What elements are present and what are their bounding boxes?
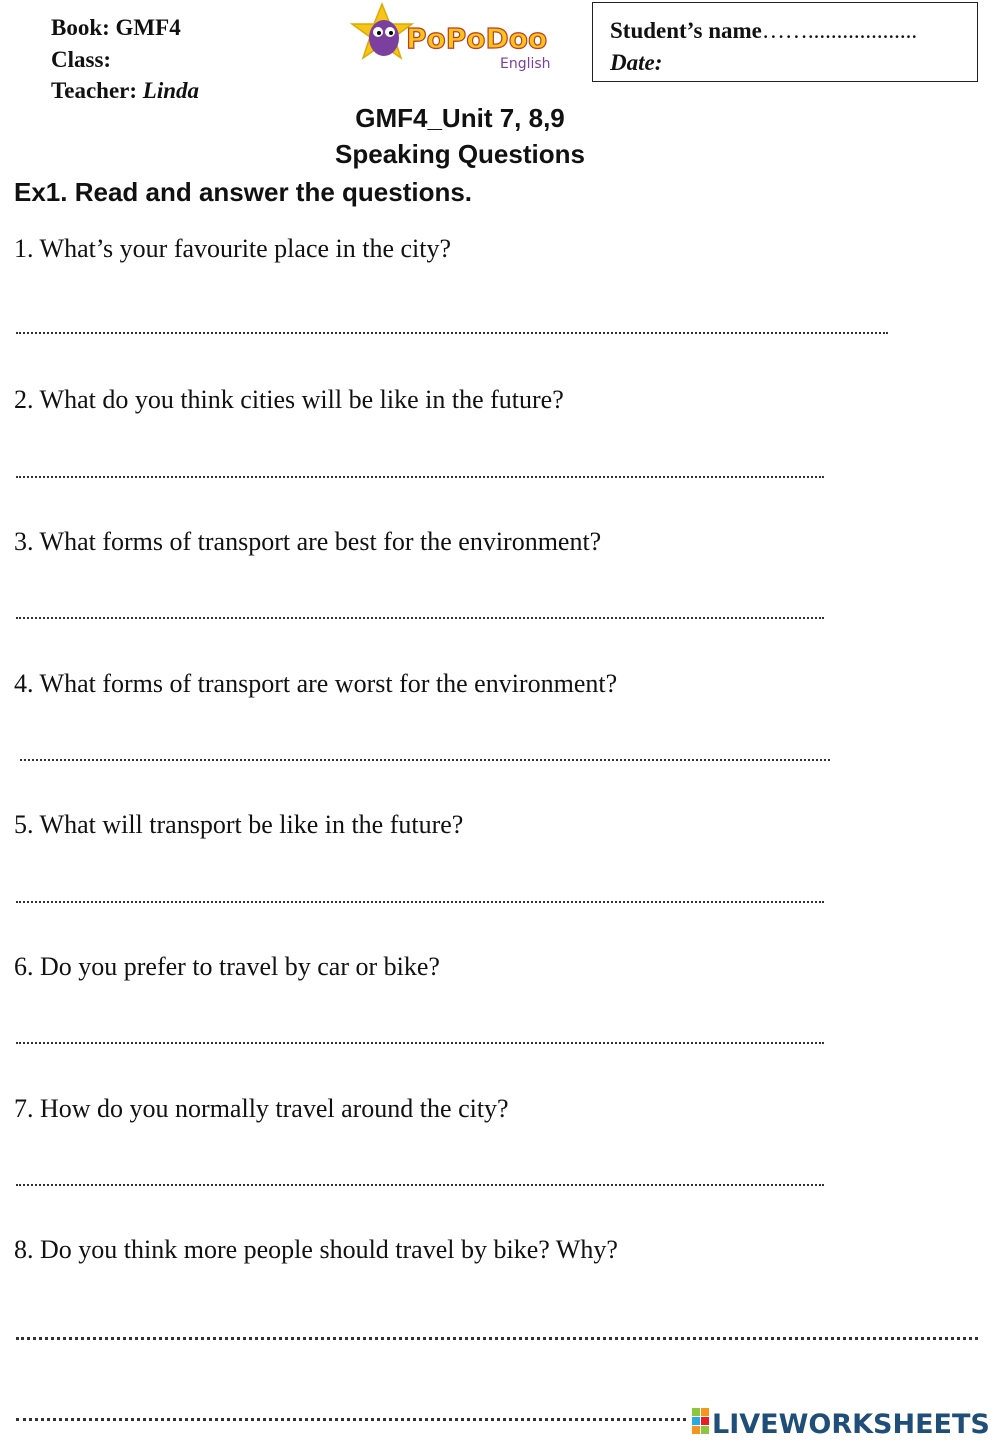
class-line: Class: — [51, 46, 112, 72]
answer-line-3[interactable] — [16, 617, 824, 619]
answer-line-5[interactable] — [16, 901, 824, 903]
worksheet-info — [51, 12, 199, 107]
answer-line-8b[interactable] — [16, 1418, 686, 1421]
exercise-title: Ex1. Read and answer the questions. — [14, 177, 473, 207]
question-1: 1. What’s your favourite place in the city? — [14, 234, 452, 263]
question-6: 6. Do you prefer to travel by car or bike? — [14, 952, 440, 981]
question-5: 5. What will transport be like in the future? — [14, 810, 464, 839]
answer-line-4[interactable] — [20, 759, 830, 761]
question-8: 8. Do you think more people should travel by bike? Why? — [14, 1235, 618, 1264]
question-7: 7. How do you normally travel around the city? — [14, 1094, 509, 1123]
answer-line-7[interactable] — [16, 1184, 824, 1186]
student-info-box — [592, 2, 978, 82]
question-2: 2. What do you think cities will be like in the future? — [14, 385, 564, 414]
question-3: 3. What forms of transport are best for the environment? — [14, 527, 602, 556]
date-line[interactable]: Date: — [610, 49, 663, 75]
answer-line-8a[interactable] — [16, 1337, 978, 1340]
teacher-line: Teacher: Linda — [51, 78, 199, 103]
student-name-line[interactable]: Student’s name……................... — [610, 18, 918, 43]
character-icon — [369, 20, 399, 56]
answer-line-2[interactable] — [16, 476, 824, 478]
page-title: Speaking Questions — [335, 139, 585, 169]
liveworksheets-logo-icon — [692, 1408, 709, 1434]
svg-text:English: English — [500, 56, 550, 72]
answer-line-6[interactable] — [16, 1042, 824, 1044]
svg-text:LIVEWORKSHEETS: LIVEWORKSHEETS — [712, 1409, 990, 1440]
question-4: 4. What forms of transport are worst for the environment? — [14, 669, 618, 698]
unit-title: GMF4_Unit 7, 8,9 — [355, 103, 565, 133]
answer-line-1[interactable] — [16, 332, 888, 334]
popodoo-logo — [350, 2, 550, 74]
svg-text:PoPoDoo: PoPoDoo — [406, 22, 548, 55]
liveworksheets-watermark — [690, 1400, 990, 1440]
book-line: Book: GMF4 — [51, 15, 181, 40]
